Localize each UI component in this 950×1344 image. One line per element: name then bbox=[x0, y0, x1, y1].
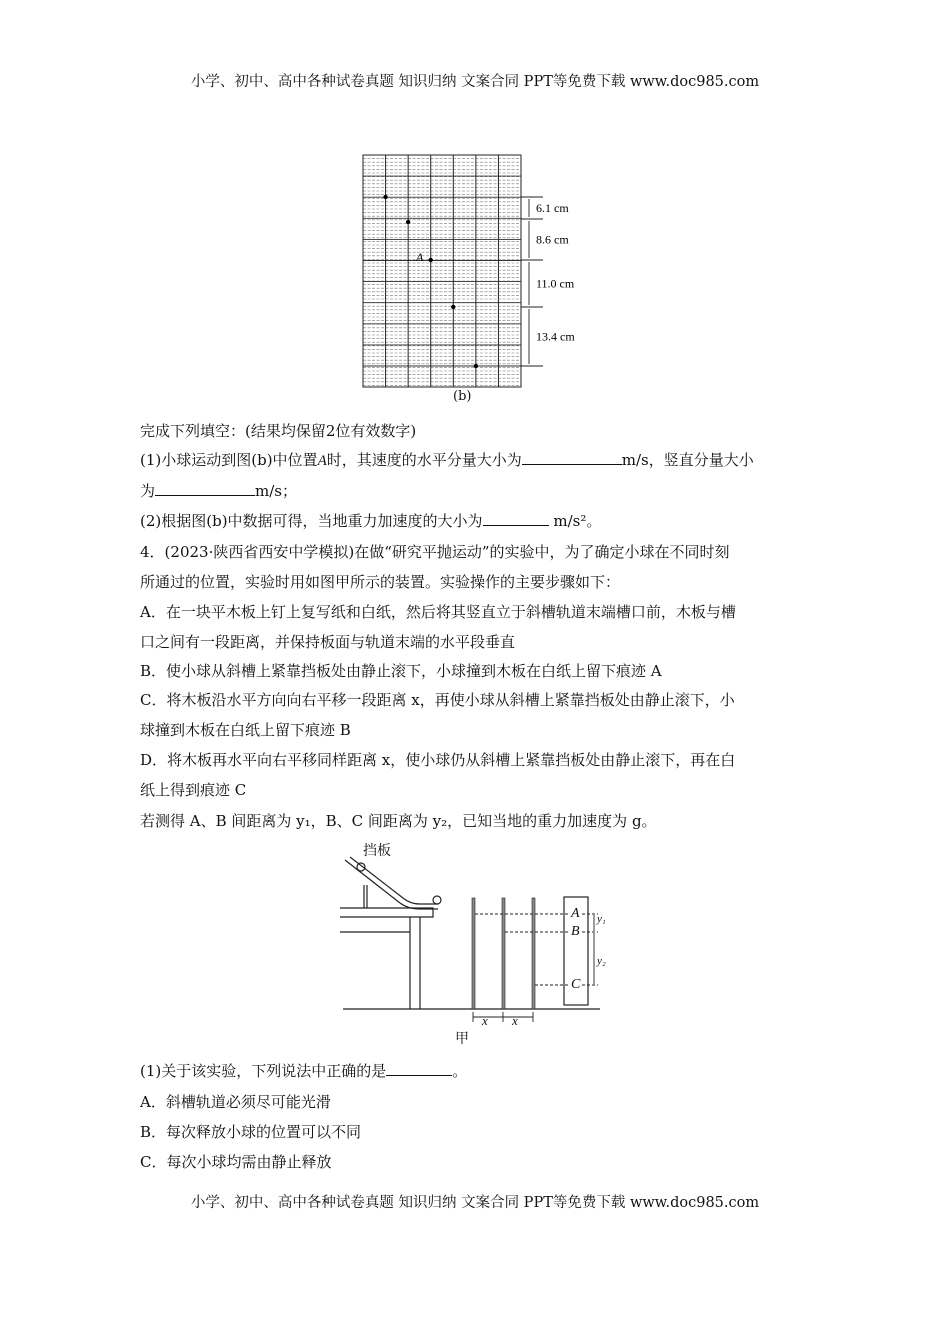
y2-label: y₂ bbox=[597, 955, 606, 967]
answer-blank[interactable] bbox=[386, 1061, 452, 1076]
distance-label: 11.0 cm bbox=[536, 276, 575, 291]
step-b: B．使小球从斜槽上紧靠挡板处由静止滚下，小球撞到木板在白纸上留下痕迹 A bbox=[140, 662, 662, 680]
q3-intro: 完成下列填空：(结果均保留2位有效数字) bbox=[140, 422, 417, 440]
point-b-label: B bbox=[571, 924, 580, 939]
figure-jia-caption: 甲 bbox=[455, 1031, 469, 1047]
text: m/s²。 bbox=[553, 512, 602, 530]
q3-part1-cont bbox=[140, 480, 297, 501]
point-c-label: C bbox=[571, 977, 581, 992]
text: A bbox=[317, 453, 327, 469]
ball-position-dot bbox=[451, 305, 455, 309]
text: 时，其速度的水平分量大小为 bbox=[326, 451, 522, 469]
distance-label: 6.1 cm bbox=[536, 201, 569, 215]
text: (1)小球运动到图(b)中位置 bbox=[140, 451, 318, 469]
ball-position-dot bbox=[474, 364, 478, 368]
x-label-2: x bbox=[512, 1013, 518, 1028]
text: m/s，竖直分量大小 bbox=[621, 451, 754, 469]
step-c: C．将木板沿水平方向向右平移一段距离 x，再使小球从斜槽上紧靠挡板处由静止滚下，小 bbox=[140, 691, 735, 709]
text: (1)关于该实验，下列说法中正确的是 bbox=[140, 1062, 387, 1080]
condition: 若测得 A、B 间距离为 y₁，B、C 间距离为 y₂，已知当地的重力加速度为 g。 bbox=[140, 812, 657, 830]
point-a-label: A bbox=[571, 906, 580, 921]
distance-label: 13.4 cm bbox=[536, 329, 575, 344]
distance-label: 8.6 cm bbox=[536, 232, 569, 247]
option-c: C．每次小球均需由静止释放 bbox=[140, 1153, 332, 1171]
ball-position-dot bbox=[429, 258, 433, 262]
text: (2)根据图(b)中数据可得，当地重力加速度的大小为 bbox=[140, 512, 483, 530]
ball-position-dot bbox=[406, 220, 410, 224]
q4-line1: 4．(2023·陕西省西安中学模拟)在做“研究平抛运动”的实验中，为了确定小球在不同时刻 bbox=[140, 543, 730, 561]
text: 为 bbox=[140, 482, 156, 500]
step-a-cont: 口之间有一段距离，并保持板面与轨道末端的水平段垂直 bbox=[140, 633, 516, 651]
figure-b-grid bbox=[355, 150, 615, 410]
grid-border bbox=[363, 155, 521, 387]
point-a-label: A bbox=[416, 250, 424, 264]
y1-label: y₁ bbox=[597, 913, 606, 925]
option-b: B．每次释放小球的位置可以不同 bbox=[140, 1123, 362, 1141]
baffle-label: 挡板 bbox=[363, 843, 391, 859]
page-header: 小学、初中、高中各种试卷真题 知识归纳 文案合同 PPT等免费下载 www.doc985.com bbox=[190, 74, 760, 90]
answer-blank[interactable] bbox=[155, 481, 255, 496]
answer-blank[interactable] bbox=[483, 511, 549, 526]
x-label-1: x bbox=[482, 1013, 488, 1028]
step-d: D．将木板再水平向右平移同样距离 x，使小球仍从斜槽上紧靠挡板处由静止滚下，再在白 bbox=[140, 751, 736, 769]
figure-b-caption: (b) bbox=[453, 389, 472, 404]
step-d-cont: 纸上得到痕迹 C bbox=[140, 781, 247, 799]
q4-sub1 bbox=[140, 1060, 467, 1081]
q3-part2 bbox=[140, 510, 601, 531]
step-a: A．在一块平木板上钉上复写纸和白纸，然后将其竖直立于斜槽轨道末端槽口前，木板与槽 bbox=[140, 603, 736, 621]
step-c-cont: 球撞到木板在白纸上留下痕迹 B bbox=[140, 721, 351, 739]
q4-line2: 所通过的位置，实验时用如图甲所示的装置。实验操作的主要步骤如下： bbox=[140, 573, 621, 591]
figure-jia-apparatus bbox=[320, 835, 620, 1045]
ball-position-dot bbox=[383, 195, 387, 199]
option-a: A．斜槽轨道必须尽可能光滑 bbox=[140, 1093, 331, 1111]
text: m/s； bbox=[255, 482, 297, 500]
answer-blank[interactable] bbox=[522, 450, 622, 465]
page-footer: 小学、初中、高中各种试卷真题 知识归纳 文案合同 PPT等免费下载 www.doc985.com bbox=[190, 1195, 760, 1211]
text: 。 bbox=[452, 1062, 468, 1080]
q3-part1 bbox=[140, 449, 754, 470]
